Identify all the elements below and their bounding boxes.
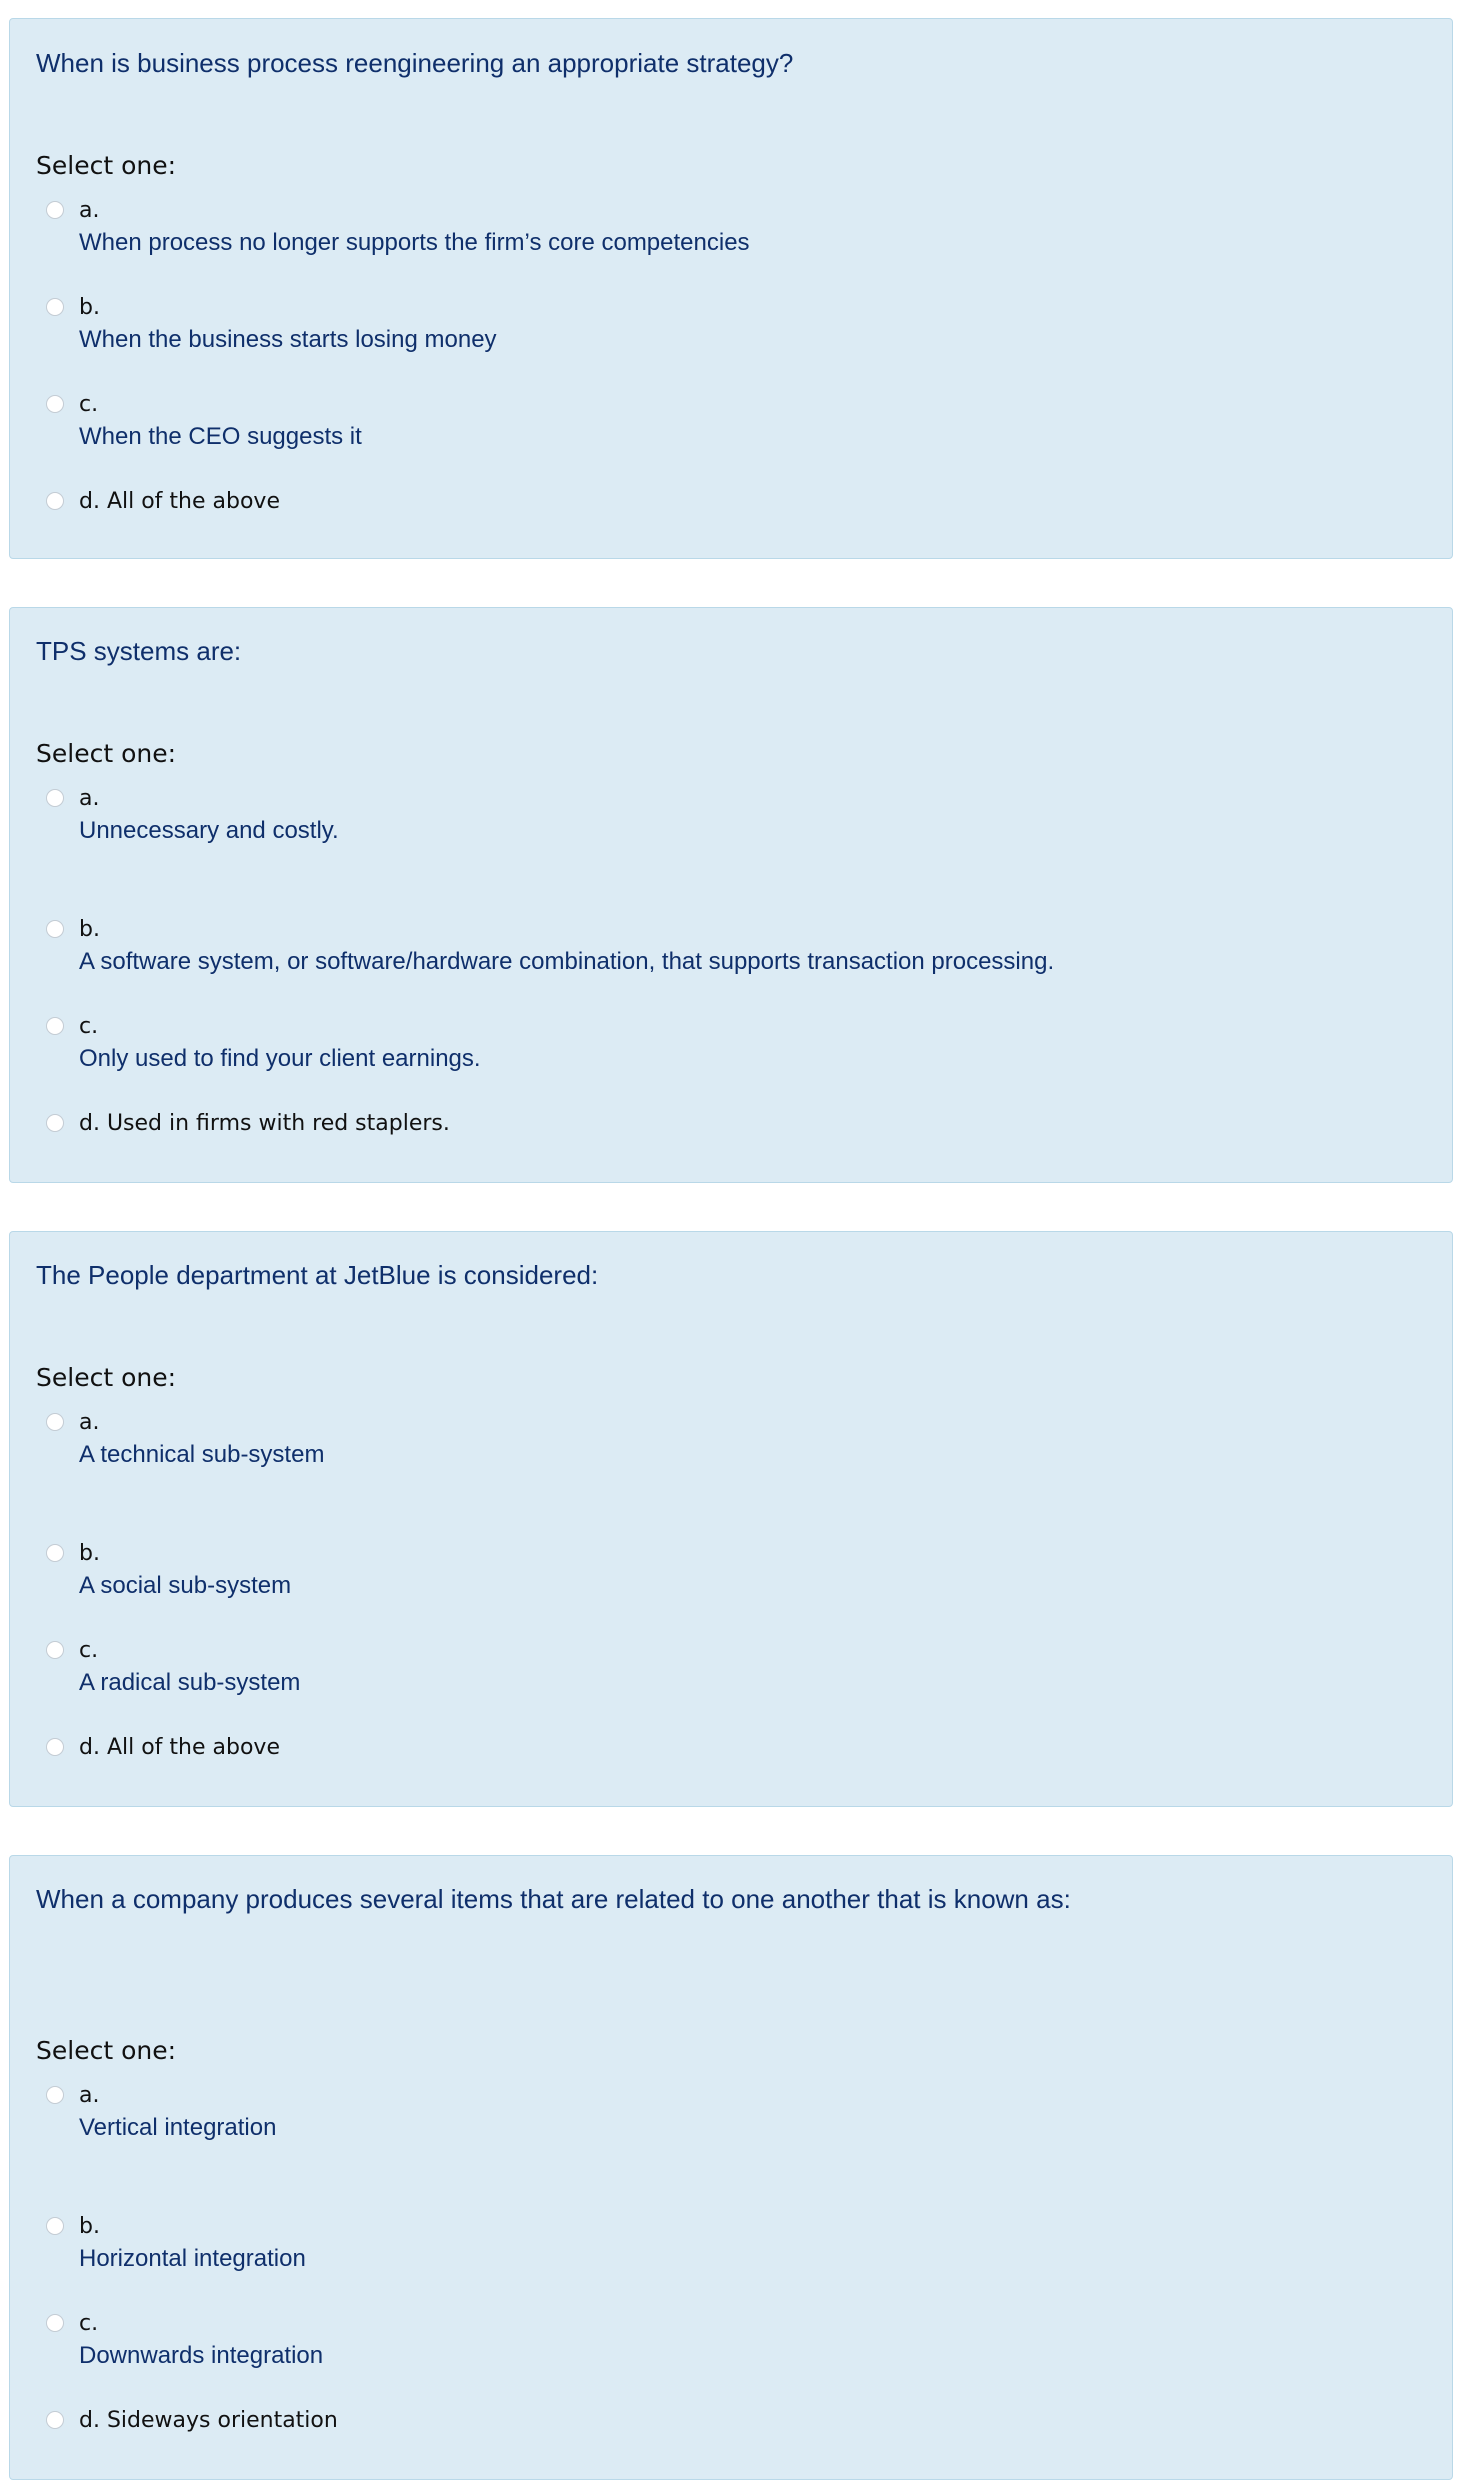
question-text: When is business process reengineering an appropriate strategy? [36, 48, 794, 78]
option-letter: b. [79, 2214, 100, 2239]
radio-button[interactable] [46, 1641, 64, 1659]
radio-button[interactable] [46, 395, 64, 413]
option-letter: c. [79, 1014, 99, 1039]
option-letter: a. [79, 198, 100, 223]
select-one-label: Select one: [36, 1363, 177, 1392]
radio-button[interactable] [46, 1738, 64, 1756]
option-letter[interactable]: d. Sideways orientation [79, 2408, 338, 2433]
option-text[interactable]: A technical sub-system [79, 1441, 325, 1468]
radio-button[interactable] [46, 201, 64, 219]
option-text[interactable]: A software system, or software/hardware combination, that supports transaction processing. [79, 948, 1055, 975]
option-letter: a. [79, 1410, 100, 1435]
select-one-label: Select one: [36, 739, 177, 768]
option-letter[interactable]: d. All of the above [79, 1735, 280, 1760]
radio-button[interactable] [46, 2314, 64, 2332]
option-text[interactable]: A radical sub-system [79, 1669, 301, 1696]
option-letter: b. [79, 917, 100, 942]
radio-button[interactable] [46, 492, 64, 510]
option-text[interactable]: When the business starts losing money [79, 326, 497, 353]
radio-button[interactable] [46, 2411, 64, 2429]
radio-button[interactable] [46, 920, 64, 938]
option-letter: a. [79, 2083, 100, 2108]
radio-button[interactable] [46, 2086, 64, 2104]
radio-button[interactable] [46, 2217, 64, 2235]
option-letter: c. [79, 2311, 99, 2336]
radio-button[interactable] [46, 789, 64, 807]
radio-button[interactable] [46, 1544, 64, 1562]
option-text[interactable]: Vertical integration [79, 2114, 277, 2141]
question-text: When a company produces several items that are related to one another that is known as: [36, 1884, 1071, 1914]
question-card-4 [9, 1855, 1453, 2480]
question-card-3 [9, 1231, 1453, 1807]
option-text[interactable]: Only used to find your client earnings. [79, 1045, 481, 1072]
option-text[interactable]: Downwards integration [79, 2342, 324, 2369]
option-letter[interactable]: d. All of the above [79, 489, 280, 514]
question-text: TPS systems are: [36, 636, 242, 666]
radio-button[interactable] [46, 1413, 64, 1431]
option-letter: b. [79, 1541, 100, 1566]
option-text[interactable]: Horizontal integration [79, 2245, 306, 2272]
radio-button[interactable] [46, 1017, 64, 1035]
option-letter: b. [79, 295, 100, 320]
option-letter: c. [79, 392, 99, 417]
option-text[interactable]: When process no longer supports the firm’s core competencies [79, 229, 750, 256]
option-text[interactable]: Unnecessary and costly. [79, 817, 339, 844]
select-one-label: Select one: [36, 2036, 177, 2065]
option-letter: a. [79, 786, 100, 811]
question-text: The People department at JetBlue is considered: [36, 1260, 599, 1290]
option-text[interactable]: A social sub-system [79, 1572, 292, 1599]
question-card-2 [9, 607, 1453, 1183]
option-letter: c. [79, 1638, 99, 1663]
radio-button[interactable] [46, 1114, 64, 1132]
option-letter[interactable]: d. Used in firms with red staplers. [79, 1111, 450, 1136]
select-one-label: Select one: [36, 151, 177, 180]
question-card-1 [9, 18, 1453, 559]
radio-button[interactable] [46, 298, 64, 316]
option-text[interactable]: When the CEO suggests it [79, 423, 362, 450]
